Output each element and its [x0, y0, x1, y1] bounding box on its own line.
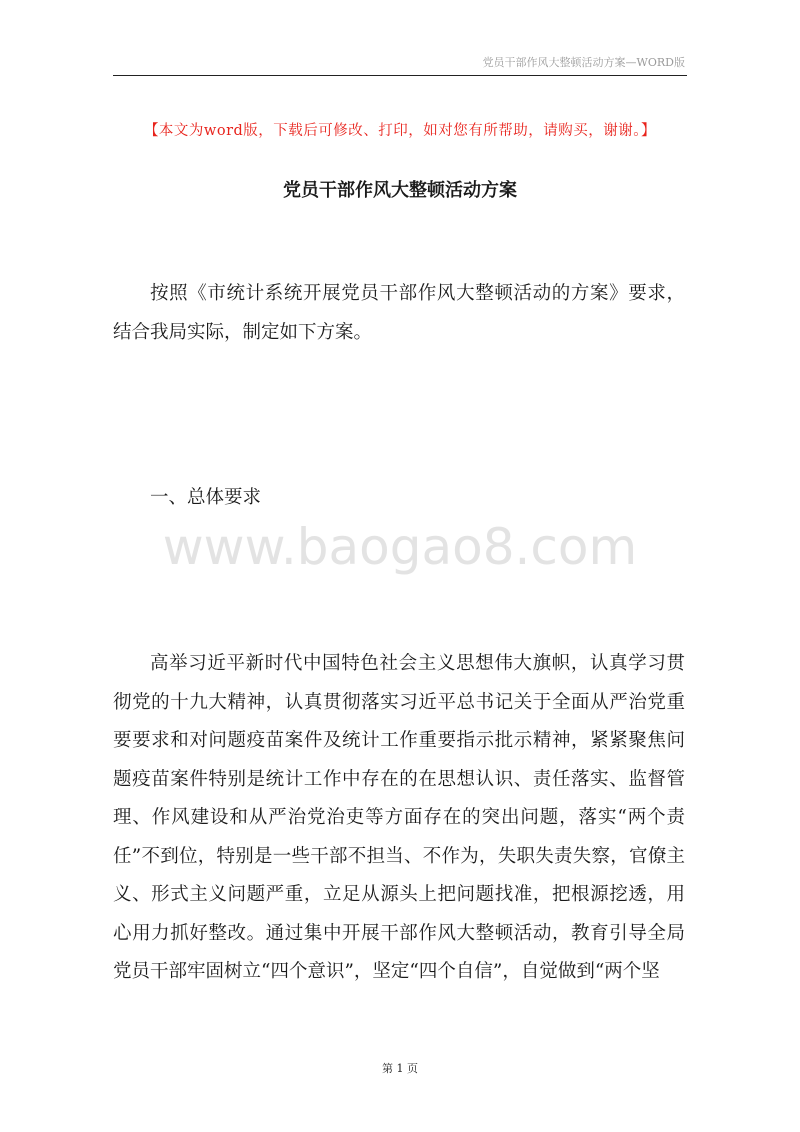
purchase-notice: 【本文为word版，下载后可修改、打印，如对您有所帮助，请购买，谢谢。】: [143, 123, 657, 139]
section-heading: 一、总体要求: [150, 487, 262, 508]
body-paragraph: 高举习近平新时代中国特色社会主义思想伟大旗帜，认真学习贯彻党的十九大精神，认真贯彻落实习近平总书记关于全面从严治党重要要求和对问题疫苗案件及统计工作重要指示批示精神，紧紧聚焦问题疫苗案件特别是统计工作中存在的在思想认识、责任落实、监督管理、作风建设和从严治党治吏等方面存在的突出问题，落实“两个责任”不到位，特别是一些干部不担当、不作为，失职失责失察，官僚主义、形式主义问题严重，立足从源头上把问题找准，把根源挖透，用心用力抓好整改。通过集中开展干部作风大整顿活动，教育引导全局党员干部牢固树立“四个意识”，坚定“四个自信”，自觉做到“两个坚: [113, 653, 685, 982]
watermark: www.baogao8.com: [162, 518, 638, 576]
running-header: 党员干部作风大整顿活动方案—WORD版: [482, 56, 685, 69]
header-divider: [113, 75, 687, 76]
page-number: 第 1 页: [382, 1062, 418, 1075]
document-title: 党员干部作风大整顿活动方案: [283, 180, 517, 201]
intro-paragraph: 按照《市统计系统开展党员干部作风大整顿活动的方案》要求，结合我局实际，制定如下方案。: [113, 283, 685, 343]
